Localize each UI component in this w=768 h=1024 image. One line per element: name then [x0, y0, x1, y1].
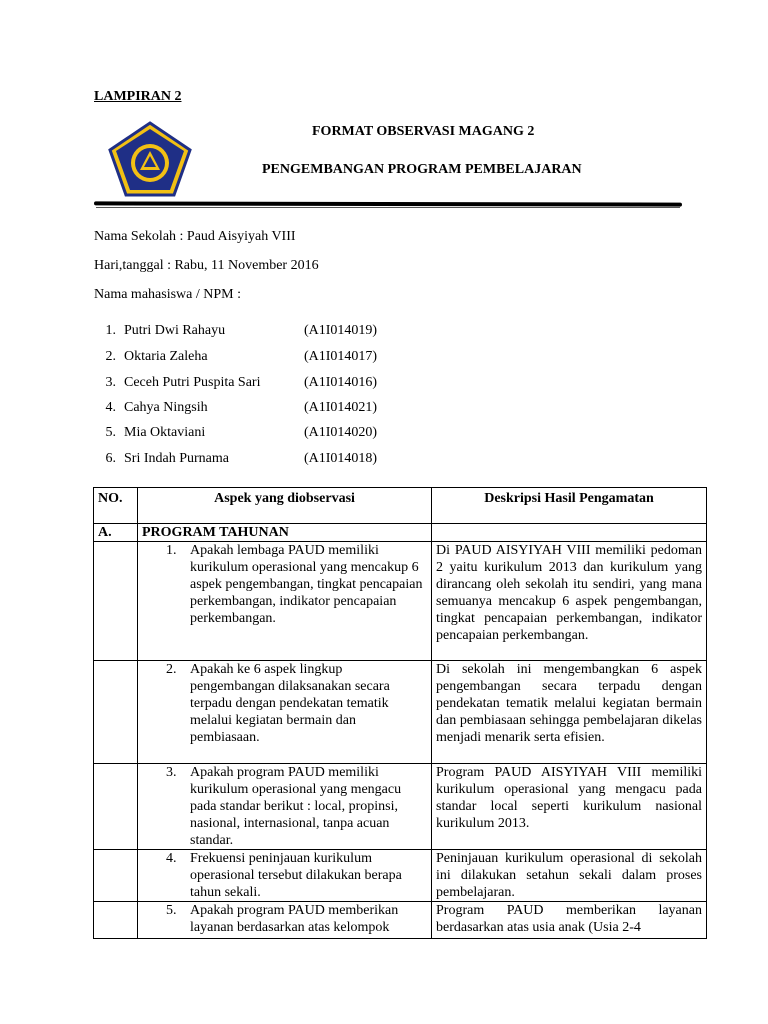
description-cell: Program PAUD memberikan layanan berdasarkan atas usia anak (Usia 2-4 — [432, 902, 707, 939]
section-label: PROGRAM TAHUNAN — [138, 524, 432, 542]
student-number: 1. — [105, 323, 116, 338]
student-npm: (A1I014020) — [304, 425, 378, 440]
student-npm: (A1I014016) — [304, 375, 378, 390]
description-cell: Peninjauan kurikulum operasional di sekolah ini dilakukan setahun sekali dalam proses pembelajaran. — [432, 850, 707, 902]
university-logo-icon — [108, 121, 192, 197]
table-header-row — [94, 488, 707, 524]
student-name: Cahya Ningsih — [124, 400, 208, 415]
table-row — [94, 902, 707, 939]
aspect-cell — [138, 850, 432, 902]
student-npm: (A1I014021) — [304, 400, 378, 415]
section-number: A. — [94, 524, 138, 542]
date-line: Hari,tanggal : Rabu, 11 November 2016 — [94, 258, 319, 273]
description-cell: Di PAUD AISYIYAH VIII memiliki pedoman 2 yaitu kurikulum 2013 dan kurikulum yang dirancang oleh sekolah itu sendiri, yang mana semuanya mencakup 6 aspek pengembangan, tingkat pencapaian perkembangan, indikator pencapaian perkembangan. — [432, 542, 707, 661]
student-name: Ceceh Putri Puspita Sari — [124, 375, 261, 390]
column-header-description: Deskripsi Hasil Pengamatan — [432, 488, 707, 524]
aspect-text: Apakah ke 6 aspek lingkup pengembangan dilaksanakan secara terpadu dengan pendekatan tematik melalui kegiatan bermain dan pembiasaan. — [190, 662, 390, 745]
aspect-cell — [138, 542, 432, 661]
row-no-cell — [94, 850, 138, 902]
item-number: 1. — [166, 543, 177, 558]
student-name: Putri Dwi Rahayu — [124, 323, 226, 338]
student-name: Oktaria Zaleha — [124, 349, 208, 364]
student-name: Sri Indah Purnama — [124, 451, 229, 466]
aspect-cell — [138, 661, 432, 764]
table-row — [94, 661, 707, 764]
row-no-cell — [94, 542, 138, 661]
student-name: Mia Oktaviani — [124, 425, 206, 440]
document-subtitle: PENGEMBANGAN PROGRAM PEMBELAJARAN — [262, 162, 582, 177]
aspect-text: Apakah program PAUD memiliki kurikulum operasional yang mengacu pada standar berikut : local, propinsi, nasional, internasional, tanpa acuan standar. — [190, 765, 402, 848]
student-npm: (A1I014019) — [304, 323, 378, 338]
student-number: 3. — [105, 375, 116, 390]
item-number: 3. — [166, 765, 177, 780]
lampiran-label: LAMPIRAN 2 — [94, 89, 182, 104]
aspect-cell — [138, 902, 432, 939]
section-row — [94, 524, 707, 542]
item-number: 5. — [166, 903, 177, 918]
student-label: Nama mahasiswa / NPM : — [94, 287, 241, 302]
column-header-aspect: Aspek yang diobservasi — [138, 488, 432, 524]
table-row — [94, 542, 707, 661]
row-no-cell — [94, 902, 138, 939]
student-number: 6. — [105, 451, 116, 466]
column-header-no: NO. — [94, 488, 138, 524]
row-no-cell — [94, 661, 138, 764]
student-npm: (A1I014017) — [304, 349, 378, 364]
description-cell: Di sekolah ini mengembangkan 6 aspek pengembangan secara terpadu dengan pendekatan tematik melalui kegiatan bermain dan pembiasaan sehingga pembelajaran dikelas menjadi menarik serta efisien. — [432, 661, 707, 764]
header-divider — [94, 201, 682, 206]
student-number: 5. — [105, 425, 116, 440]
student-npm: (A1I014018) — [304, 451, 378, 466]
student-number: 4. — [105, 400, 116, 415]
item-number: 4. — [166, 851, 177, 866]
aspect-text: Apakah program PAUD memberikan layanan berdasarkan atas kelompok — [190, 903, 399, 935]
item-number: 2. — [166, 662, 177, 677]
school-name: Nama Sekolah : Paud Aisyiyah VIII — [94, 229, 296, 244]
document-title: FORMAT OBSERVASI MAGANG 2 — [312, 124, 535, 139]
table-row — [94, 850, 707, 902]
row-no-cell — [94, 764, 138, 850]
section-empty-cell — [432, 524, 707, 542]
aspect-text: Apakah lembaga PAUD memiliki kurikulum operasional yang mencakup 6 aspek pengembangan, tingkat pencapaian perkembangan, indikator pencapaian perkembangan. — [190, 543, 423, 626]
table-row — [94, 764, 707, 850]
observation-table — [93, 487, 707, 939]
aspect-text: Frekuensi peninjauan kurikulum operasional tersebut dilakukan berapa tahun sekali. — [190, 851, 402, 900]
header-divider-thin — [96, 207, 680, 208]
aspect-cell — [138, 764, 432, 850]
description-cell: Program PAUD AISYIYAH VIII memiliki kurikulum operasional yang mengacu pada standar local seperti kurikulum nasional kurikulum 2013. — [432, 764, 707, 850]
student-number: 2. — [105, 349, 116, 364]
